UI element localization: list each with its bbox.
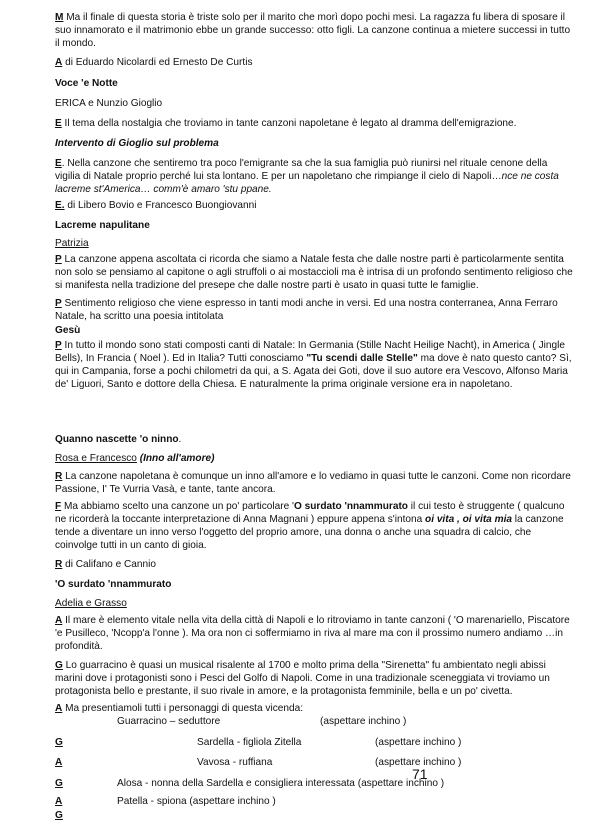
- paragraph-text: Sentimento religioso che viene espresso in tanti modi anche in versi. Ed una nostra conterranea, Anna Ferraro Natale, ha scritto una poesia intitolata: [55, 298, 558, 323]
- quoted-lyric: nce ne costa lacreme st'America… comm'è amaro 'stu ppane.: [55, 171, 559, 196]
- song-title: Lacreme napulitane: [55, 220, 150, 231]
- section-note: (Inno all'amore): [136, 453, 215, 464]
- paragraph-text: la canzone tende a diventare un inno verso l'oggetto del proprio amore, una donna o anche una squadra di calcio, che coinvolge tutti in un canto di gioia.: [55, 514, 564, 552]
- song-title: Gesù: [55, 325, 81, 336]
- stage-direction: (aspettare inchino ): [320, 716, 407, 727]
- song-title: Quanno nascette 'o ninno: [55, 434, 179, 445]
- song-reference: O surdato 'nnammurato: [293, 501, 408, 512]
- speaker-label: A: [55, 615, 63, 626]
- section-note: Intervento di Gioglio sul problema: [55, 138, 219, 149]
- performers-line: ERICA e Nunzio Gioglio: [55, 98, 163, 109]
- speaker-label: G: [55, 810, 63, 821]
- speaker-label: P: [55, 298, 62, 309]
- paragraph-text: di Eduardo Nicolardi ed Ernesto De Curtis: [62, 57, 253, 68]
- speaker-label: G: [55, 660, 63, 671]
- speaker-label: R: [55, 471, 63, 482]
- character-name: Guarracino – seduttore: [117, 716, 221, 727]
- speaker-label: E.: [55, 200, 65, 211]
- paragraph-text: di Califano e Cannio: [62, 559, 157, 570]
- speaker-label: E: [55, 118, 62, 129]
- speaker-label: E: [55, 158, 62, 169]
- speaker-label: R: [55, 559, 63, 570]
- speaker-label: P: [55, 254, 62, 265]
- speaker-label: G: [55, 737, 63, 748]
- character-name: Patella - spiona (aspettare inchino ): [117, 796, 276, 807]
- character-name: Alosa - nonna della Sardella e consigliera interessata (aspettare inchino ): [117, 778, 445, 789]
- paragraph-text: La canzone napoletana è comunque un inno all'amore e lo vediamo in quasi tutte le canzoni. Come non ricordare Passione, I' Te Vurria Vasà, e tante, tante ancora.: [55, 471, 571, 496]
- stage-direction: (aspettare inchino ): [375, 737, 462, 748]
- speaker-label: F: [55, 501, 62, 512]
- performer-name: Rosa e Francesco: [55, 453, 137, 464]
- paragraph-text: ma dove è nato questo canto? Sì, qui in Campania, forse a pochi chilometri da qui, a S. Agata dei Goti, dove il suo autore era Vescovo, Alfonso Maria de' Liguori, Santo e dottore della Chiesa. E naturalmente la prima originale versione era in napoletano.: [55, 353, 572, 391]
- character-name: Sardella - figliola Zitella: [197, 737, 302, 748]
- paragraph-text: Il mare è elemento vitale nella vita della città di Napoli e lo ritroviamo in tante canzoni ( 'O marenariello, Piscatore 'e Pusilleco, 'Ncopp'a l'onne ). Ma ora non ci soffermiamo in riva al mare ma con il prossimo numero andiamo …in profondità.: [55, 615, 570, 653]
- paragraph-text: Ma abbiamo scelto una canzone un po' particolare ': [61, 501, 294, 512]
- paragraph-text: Lo guarracino è quasi un musical risalente al 1700 e molto prima della "Sirenetta" fu ambientato negli abissi marini dove i protagonisti sono i Pesci del Golfo di Napoli. Come in una tradizionale sceneggiata vi troviamo un protagonista bello e prestante, il suo rivale in amore, e la protagonista femminile, bella e un po' civetta.: [55, 660, 550, 698]
- speaker-label: A: [55, 757, 63, 768]
- performer-name: Patrizia: [55, 238, 89, 249]
- speaker-label: P: [55, 340, 62, 351]
- speaker-label: A: [55, 796, 63, 807]
- speaker-label: A: [55, 703, 63, 714]
- stage-direction: (aspettare inchino ): [375, 757, 462, 768]
- paragraph-text: In tutto il mondo sono stati composti canti di Natale: In Germania (Stille Nacht Heilige Nacht), in America ( Jingle Bells), In Francia ( Noel ). Ed in Italia? Tutti conosciamo: [55, 340, 565, 365]
- paragraph-text: La canzone appena ascoltata ci ricorda che siamo a Natale festa che dalle nostre parti è particolarmente sentita non solo se pensiamo al capitone o agli struffoli o ai mostaccioli ma è intrisa di un profondo sentimento religioso che si manifesta nella tradizione del presepe che dalle nostre parti è usato in quasi tutte le famiglie.: [55, 254, 573, 292]
- song-reference: "Tu scendi dalle Stelle": [306, 353, 418, 365]
- speaker-label: G: [55, 778, 63, 789]
- quoted-lyric: oi vita , oi vita mia: [425, 514, 512, 526]
- performer-name: Adelia e Grasso: [55, 598, 127, 609]
- paragraph-text: Il tema della nostalgia che troviamo in tante canzoni napoletane è legato al dramma dell'emigrazione.: [61, 118, 517, 129]
- character-name: Vavosa - ruffiana: [197, 757, 273, 768]
- song-title: 'O surdato 'nnammurato: [55, 579, 172, 590]
- paragraph-text: Ma presentiamoli tutti i personaggi di questa vicenda:: [62, 703, 303, 714]
- paragraph-text: di Libero Bovio e Francesco Buongiovanni: [64, 200, 257, 211]
- punctuation: .: [178, 434, 182, 445]
- paragraph-text: . Nella canzone che sentiremo tra poco l'emigrante sa che la sua famiglia può riunirsi nel rituale cenone della vigilia di Natale proprio perché lui sta lontano. E per un napoletano che rimpiange il cielo di Napoli…: [55, 158, 548, 183]
- page-number: 71: [412, 766, 428, 782]
- speaker-label: A: [55, 57, 63, 68]
- song-title: Voce 'e Notte: [55, 78, 118, 89]
- cast-row: [55, 809, 575, 823]
- paragraph-text: Ma il finale di questa storia è triste solo per il marito che morì dopo pochi mesi. La ragazza fu libera di sposare il suo innamorato e il matrimonio ebbe un grande successo: otto figli. La canzone continua a mietere successi in tutto il mondo.: [55, 12, 571, 50]
- paragraph-text: il cui testo è struggente ( qualcuno ne ricorderà la toccante interpretazione di Anna Magnani ) eppure appena s'intona: [55, 501, 565, 526]
- speaker-label: M: [55, 12, 64, 23]
